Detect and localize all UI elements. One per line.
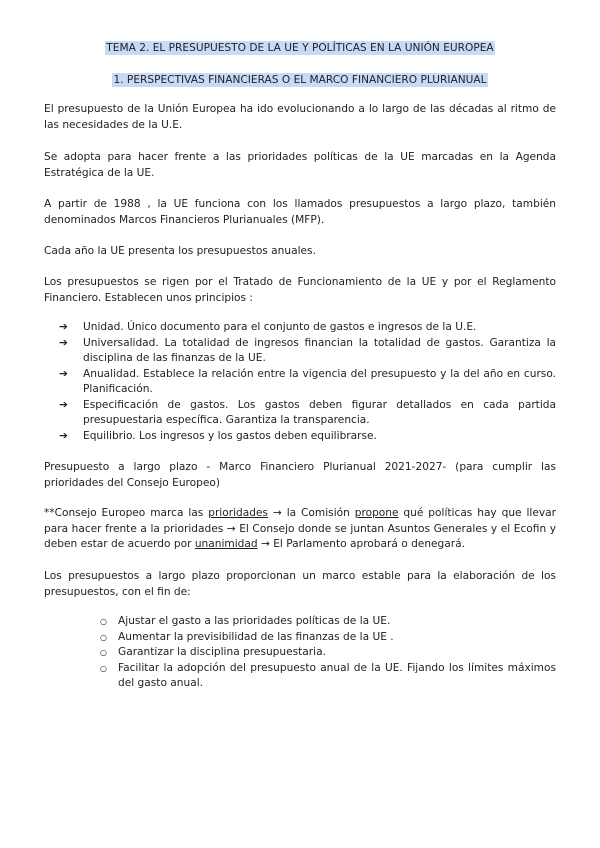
- section-heading: 1. PERSPECTIVAS FINANCIERAS O EL MARCO FINANCIERO PLURIANUAL: [113, 74, 487, 86]
- underlined-priorities: prioridades: [208, 507, 268, 519]
- document-title-row: [0, 41, 600, 57]
- paragraph-procedure: **Consejo Europeo marca las prioridades → la Comisión propone qué políticas hay que llevar para hacer frente a la prioridades → El Consejo donde se juntan Asuntos Generales y el Ecofin y deben estar de acuerdo por unanimidad → El Parlamento aprobará o denegará.: [44, 507, 556, 550]
- arrow-bullet-icon: ➔: [59, 398, 68, 411]
- paragraph-mfp-2021-2027: Presupuesto a largo plazo - Marco Financiero Plurianual 2021-2027- (para cumplir las prioridades del Consejo Europeo): [44, 461, 556, 489]
- circle-bullet-icon: ○: [100, 648, 107, 657]
- paragraph-aims-intro: Los presupuestos a largo plazo proporcionan un marco estable para la elaboración de los presupuestos, con el fin de:: [44, 570, 556, 598]
- document-title: TEMA 2. EL PRESUPUESTO DE LA UE Y POLÍTICAS EN LA UNIÓN EUROPEA: [106, 42, 494, 54]
- circle-bullet-icon: ○: [100, 663, 107, 673]
- principles-list: [59, 320, 556, 444]
- circle-bullet-icon: ○: [100, 632, 107, 642]
- list-item: ➔ Universalidad. La totalidad de ingresos financian la totalidad de gastos. Garantiza la disciplina de las finanzas de la UE.: [59, 336, 556, 364]
- list-item: ➔ Especificación de gastos. Los gastos deben figurar detallados en cada partida presupuestaria específica. Garantiza la transparencia.: [59, 398, 556, 426]
- arrow-bullet-icon: ➔: [59, 429, 68, 442]
- section-heading-row: [0, 73, 600, 89]
- arrow-bullet-icon: ➔: [59, 336, 68, 349]
- list-item: ➔ Anualidad. Establece la relación entre la vigencia del presupuesto y la del año en curso. Planificación.: [59, 367, 556, 395]
- underlined-propone: propone: [354, 507, 399, 519]
- arrow-bullet-icon: ➔: [59, 321, 68, 333]
- paragraph-priorities: Se adopta para hacer frente a las prioridades políticas de la UE marcadas en la Agenda Estratégica de la UE.: [44, 151, 556, 179]
- paragraph-mfp: A partir de 1988 , la UE funciona con los llamados presupuestos a largo plazo, también denominados Marcos Financieros Plurianuales (MFP).: [44, 198, 556, 226]
- list-item: ○ Facilitar la adopción del presupuesto anual de la UE. Fijando los límites máximos del gasto anual.: [100, 661, 556, 689]
- paragraph-annual: Cada año la UE presenta los presupuestos anuales.: [44, 245, 316, 257]
- circle-bullet-icon: ○: [100, 617, 107, 626]
- list-item: ○ Garantizar la disciplina presupuestaria.: [100, 645, 556, 661]
- list-item: ○ Ajustar el gasto a las prioridades políticas de la UE.: [100, 614, 556, 630]
- underlined-unanimidad: unanimidad: [194, 538, 258, 550]
- list-item: ➔ Equilibrio. Los ingresos y los gastos deben equilibrarse.: [59, 429, 556, 445]
- paragraph-evolution: El presupuesto de la Unión Europea ha ido evolucionando a lo largo de las décadas al ritmo de las necesidades de la U.E.: [44, 103, 556, 131]
- arrow-bullet-icon: ➔: [59, 367, 68, 380]
- list-item: ○ Aumentar la previsibilidad de las finanzas de la UE .: [100, 630, 556, 646]
- aims-list: [100, 614, 556, 692]
- paragraph-principles-intro: Los presupuestos se rigen por el Tratado de Funcionamiento de la UE y por el Reglamento Financiero. Establecen unos principios :: [44, 276, 556, 304]
- list-item: ➔ Unidad. Único documento para el conjunto de gastos e ingresos de la U.E.: [59, 320, 556, 336]
